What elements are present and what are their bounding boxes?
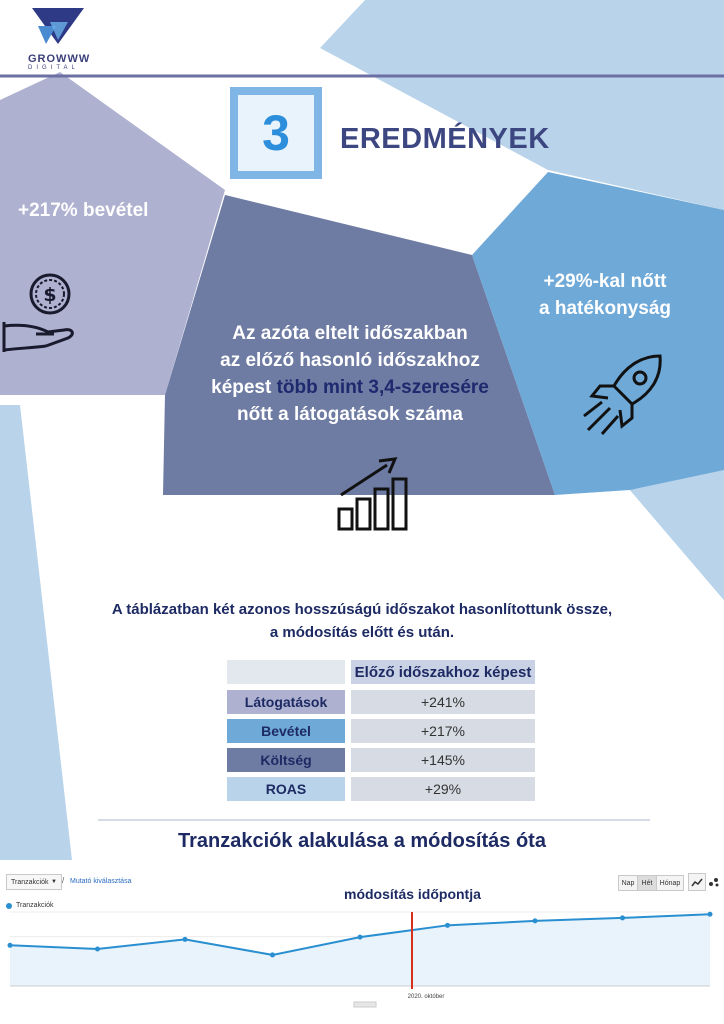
row-value-revenue: +217% — [351, 719, 535, 743]
logo-text: GROWWW — [28, 53, 91, 65]
svg-text:$: $ — [43, 284, 57, 306]
scroll-handle — [354, 1002, 376, 1007]
visits-highlight: több mint 3,4-szeresére — [276, 377, 489, 398]
money-hand-icon — [2, 272, 82, 356]
data-point — [270, 952, 275, 957]
data-point — [533, 918, 538, 923]
row-label-cost: Költség — [227, 748, 345, 772]
rocket-icon — [580, 350, 670, 442]
table-corner — [227, 660, 345, 684]
data-point — [95, 947, 100, 952]
efficiency-line-1: +29%-kal nőtt — [543, 271, 667, 292]
day-button[interactable]: Nap — [618, 875, 638, 891]
select-metric-link[interactable]: Mutató kiválasztása — [70, 878, 132, 885]
legend — [6, 902, 53, 909]
table-intro — [90, 598, 634, 644]
chevron-down-icon: ▼ — [51, 879, 57, 885]
row-label-roas: ROAS — [227, 777, 345, 801]
logo-mark-icon — [28, 6, 86, 48]
scatter-chart-icon[interactable] — [706, 873, 722, 891]
row-value-cost: +145% — [351, 748, 535, 772]
chart-panel — [0, 866, 724, 1024]
metric-dropdown-label: Tranzakciók — [11, 878, 49, 886]
efficiency-stat — [520, 268, 690, 322]
legend-label: Tranzakciók — [16, 902, 54, 909]
logo — [28, 6, 91, 71]
series-area — [10, 914, 710, 986]
visits-line-3 — [170, 374, 530, 401]
chart-title: Tranzakciók alakulása a módosítás óta — [178, 830, 546, 852]
intro-line-1: A táblázatban két azonos hosszúságú időszakot hasonlítottunk össze, — [111, 601, 613, 618]
section-number: 3 — [238, 95, 314, 171]
data-point — [358, 935, 363, 940]
revenue-stat — [18, 200, 148, 222]
data-point — [183, 937, 188, 942]
line-chart-icon[interactable] — [688, 873, 706, 891]
data-point — [8, 943, 13, 948]
week-button[interactable]: Hét — [637, 875, 657, 891]
table-header: Előző időszakhoz képest — [351, 660, 535, 684]
row-label-revenue: Bevétel — [227, 719, 345, 743]
transactions-line-chart — [0, 910, 724, 1020]
visits-line-4: nőtt a látogatások száma — [237, 404, 463, 425]
data-point — [708, 912, 713, 917]
revenue-value: +217% — [18, 200, 78, 221]
row-value-visits: +241% — [351, 690, 535, 714]
legend-marker — [6, 903, 12, 909]
row-label-visits: Látogatások — [227, 690, 345, 714]
x-tick-label: 2020. október — [407, 994, 445, 1000]
visits-line-1: Az azóta eltelt időszakban — [232, 323, 468, 344]
visits-line-2: az előző hasonló időszakhoz — [220, 350, 480, 371]
section-title: EREDMÉNYEK — [340, 123, 550, 155]
section-number-box — [230, 87, 322, 179]
logo-subtext: DIGITAL — [28, 65, 79, 71]
metric-dropdown[interactable] — [6, 874, 65, 890]
month-button[interactable]: Hónap — [656, 875, 684, 891]
data-point — [620, 915, 625, 920]
divider — [98, 819, 650, 821]
separator: / — [62, 876, 65, 885]
visits-line-3-start: képest — [211, 377, 277, 398]
change-date-annotation: módosítás időpontja — [344, 886, 481, 902]
growth-chart-icon — [335, 455, 415, 533]
visits-stat — [170, 320, 530, 428]
data-point — [445, 923, 450, 928]
row-value-roas: +29% — [351, 777, 535, 801]
revenue-label: bevétel — [82, 200, 149, 221]
efficiency-line-2: a hatékonyság — [539, 298, 671, 319]
intro-line-2: a módosítás előtt és után. — [269, 624, 455, 641]
